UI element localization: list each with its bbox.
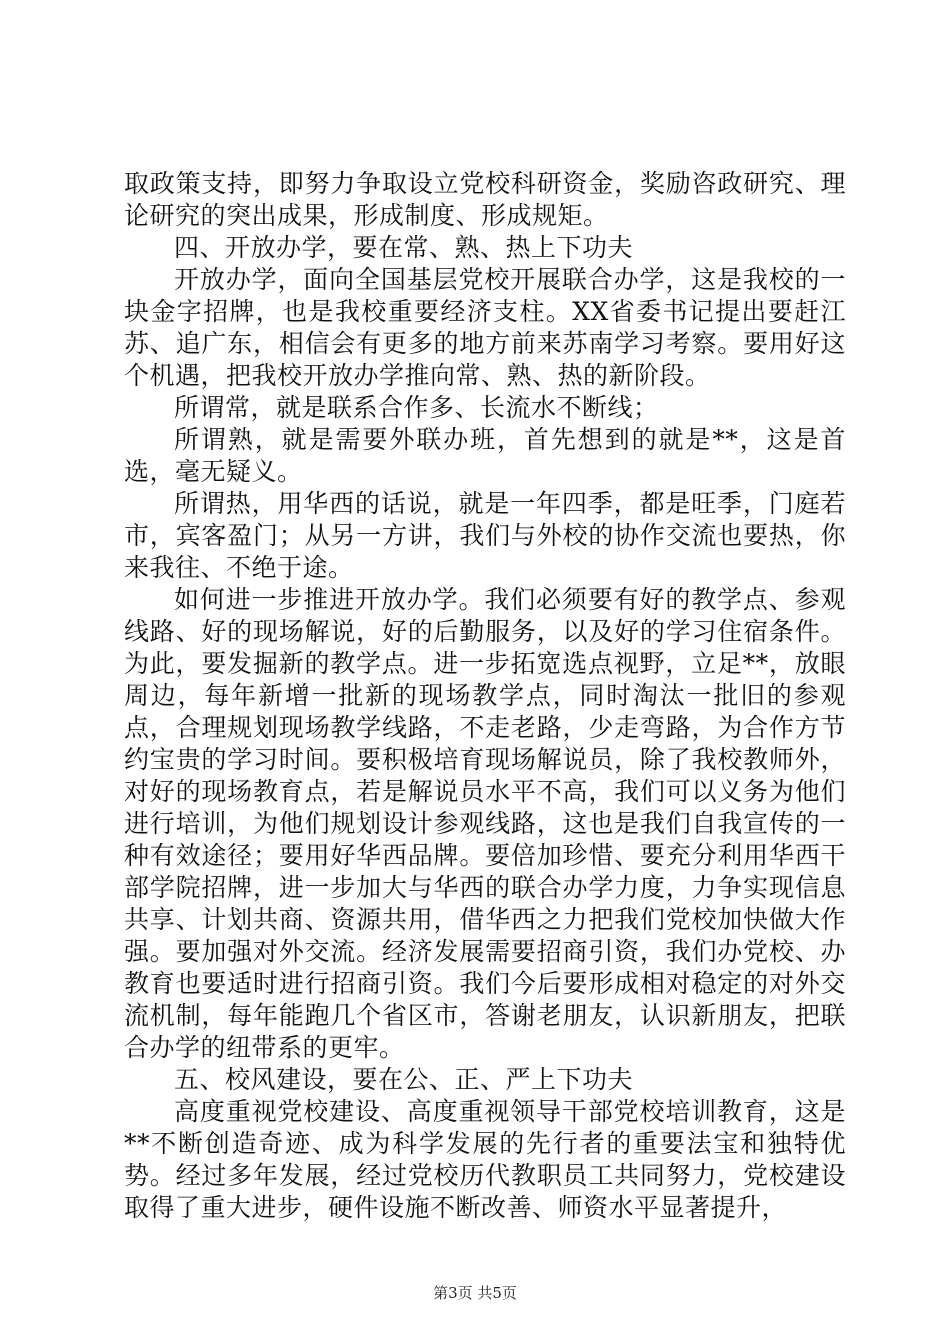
section-heading-5: 五、校风建设，要在公、正、严上下功夫 [174,1065,634,1094]
paragraph: 开放办学，面向全国基层党校开展联合办学，这是我校的一块金字招牌，也是我校重要经济支柱。XX省委书记提出要赶江苏、追广东，相信会有更多的地方前来苏南学习考察。要用好这个机遇，把我校开放办学推向常、熟、热的新阶段。 [124,265,846,390]
paragraph: 高度重视党校建设、高度重视领导干部党校培训教育，这是**不断创造奇迹、成为科学发展的先行者的重要法宝和独特优势。经过多年发展，经过党校历代教职员工共同努力，党校建设取得了重大进步，硬件设施不断改善、师资水平显著提升， [124,1097,846,1222]
paragraph: 所谓常，就是联系合作多、长流水不断线； [174,393,659,422]
paragraph: 如何进一步推进开放办学。我们必须要有好的教学点、参观线路、好的现场解说，好的后勤服务，以及好的学习住宿条件。为此，要发掘新的教学点。进一步拓宽选点视野，立足**，放眼周边，每年新增一批新的现场教学点，同时淘汰一批旧的参观点，合理规划现场教学线路，不走老路，少走弯路，为合作方节约宝贵的学习时间。要积极培育现场解说员，除了我校教师外，对好的现场教育点，若是解说员水平不高，我们可以义务为他们进行培训，为他们规划设计参观线路，这也是我们自我宣传的一种有效途径；要用好华西品牌。要倍加珍惜、要充分利用华西干部学院招牌，进一步加大与华西的联合办学力度，力争实现信息共享、计划共商、资源共用，借华西之力把我们党校加快做大作强。要加强对外交流。经济发展需要招商引资，我们办党校、办教育也要适时进行招商引资。我们今后要形成相对稳定的对外交流机制，每年能跑几个省区市，答谢老朋友，认识新朋友，把联合办学的纽带系的更牢。 [124,585,846,1062]
paragraph: 所谓热，用华西的话说，就是一年四季，都是旺季，门庭若市，宾客盈门；从另一方讲，我们与外校的协作交流也要热，你来我往、不绝于途。 [124,489,846,582]
page-footer: 第3页 共5页 [433,1284,517,1302]
paragraph-continued: 取政策支持，即努力争取设立党校科研资金，奖励咨政研究、理论研究的突出成果，形成制度、形成规矩。 [124,169,846,230]
section-heading-4: 四、开放办学，要在常、熟、热上下功夫 [174,233,634,262]
paragraph: 所谓熟，就是需要外联办班，首先想到的就是**，这是首选，毫无疑义。 [124,425,846,486]
document-body [124,168,846,1224]
